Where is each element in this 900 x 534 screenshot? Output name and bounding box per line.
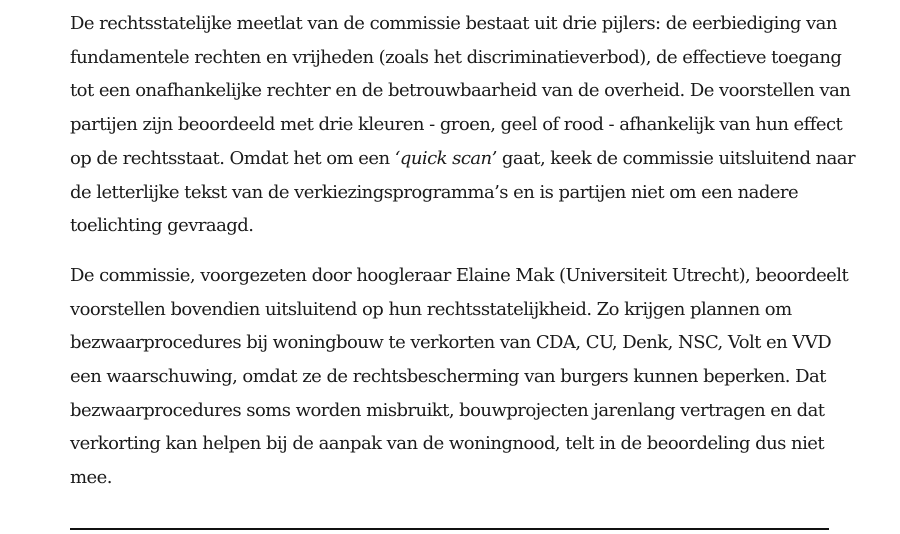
paragraph-commission-assessment	[70, 259, 849, 495]
text-line: partijen zijn beoordeeld met drie kleuren - groen, geel of rood - afhankelijk van hun effect	[70, 114, 843, 136]
text-segment: gaat, keek de commissie uitsluitend naar	[496, 147, 856, 169]
text-segment: op de rechtsstaat. Omdat het om een	[70, 147, 395, 169]
paragraph-rule-of-law-criteria	[70, 7, 856, 243]
text-line: verkorting kan helpen bij de aanpak van de woningnood, telt in de beoordeling dus niet	[70, 433, 825, 455]
text-line: bezwaarprocedures bij woningbouw te verkorten van CDA, CU, Denk, NSC, Volt en VVD	[70, 332, 832, 354]
text-line	[70, 142, 856, 176]
text-line: mee.	[70, 467, 112, 489]
section-divider	[70, 528, 829, 530]
text-line: voorstellen bovendien uitsluitend op hun rechtsstatelijkheid. Zo krijgen plannen om	[70, 298, 792, 320]
text-line: tot een onafhankelijke rechter en de betrouwbaarheid van de overheid. De voorstellen van	[70, 80, 851, 102]
emphasized-term: ‘quick scan’	[394, 147, 497, 169]
text-line: De rechtsstatelijke meetlat van de commissie bestaat uit drie pijlers: de eerbiediging van	[70, 13, 837, 34]
text-line: De commissie, voorgezeten door hoogleraar Elaine Mak (Universiteit Utrecht), beoordeelt	[70, 264, 849, 286]
text-line: fundamentele rechten en vrijheden (zoals het discriminatieverbod), de effectieve toegang	[70, 46, 842, 68]
text-line: bezwaarprocedures soms worden misbruikt, bouwprojecten jarenlang vertragen en dat	[70, 399, 825, 421]
text-line: een waarschuwing, omdat ze de rechtsbescherming van burgers kunnen beperken. Dat	[70, 366, 826, 388]
text-line: de letterlijke tekst van de verkiezingsprogramma’s en is partijen niet om een nadere	[70, 181, 799, 203]
article-body	[70, 7, 856, 511]
text-line: toelichting gevraagd.	[70, 215, 254, 237]
